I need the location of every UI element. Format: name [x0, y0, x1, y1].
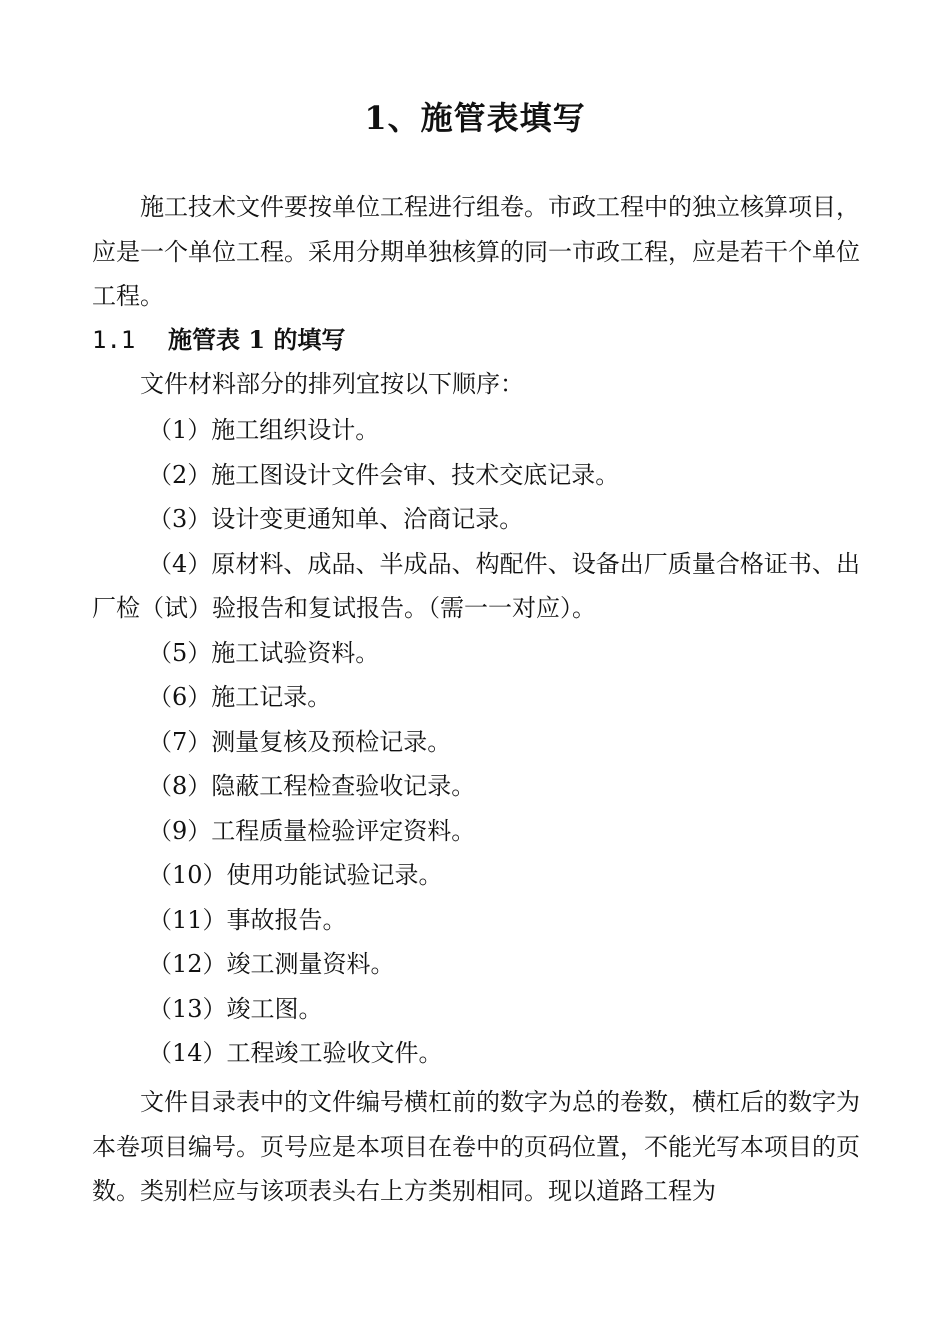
list-item: （11）事故报告。 [148, 905, 347, 934]
section-number: 1.1 [92, 326, 136, 354]
outro-paragraph: 文件目录表中的文件编号横杠前的数字为总的卷数，横杠后的数字为本卷项目编号。页号应是本项目在卷中的页码位置，不能光写本项目的页数。类别栏应与该项表头右上方类别相同。现以道路工程为 [92, 1088, 860, 1205]
list-item: （1）施工组织设计。 [148, 416, 380, 444]
list-item: （14）工程竣工验收文件。 [148, 1039, 443, 1067]
list-item: （2）施工图设计文件会审、技术交底记录。 [148, 460, 620, 489]
intro-paragraph: 施工技术文件要按单位工程进行组卷。市政工程中的独立核算项目，应是一个单位工程。采用分期单独核算的同一市政工程，应是若干个单位工程。 [92, 193, 860, 310]
list-item: （10）使用功能试验记录。 [148, 861, 443, 889]
list-item: （9）工程质量检验评定资料。 [148, 816, 476, 845]
page-title: 1、施管表填写 [364, 99, 586, 137]
list-item: （5）施工试验资料。 [148, 638, 380, 667]
document-order-list [92, 408, 860, 1076]
list-item: （4）原材料、成品、半成品、构配件、设备出厂质量合格证书、出厂检（试）验报告和复试报告。（需一一对应）。 [92, 549, 860, 622]
list-item: （6）施工记录。 [148, 683, 332, 711]
lead-line: 文件材料部分的排列宜按以下顺序： [140, 370, 524, 398]
list-item: （13）竣工图。 [148, 994, 323, 1023]
section-title: 施管表 1 的填写 [168, 325, 346, 354]
list-item: （12）竣工测量资料。 [148, 950, 395, 978]
list-item: （8）隐蔽工程检查验收记录。 [148, 772, 476, 800]
section-heading [92, 320, 345, 360]
list-item: （7）测量复核及预检记录。 [148, 727, 452, 756]
list-item: （3）设计变更通知单、洽商记录。 [148, 505, 524, 533]
